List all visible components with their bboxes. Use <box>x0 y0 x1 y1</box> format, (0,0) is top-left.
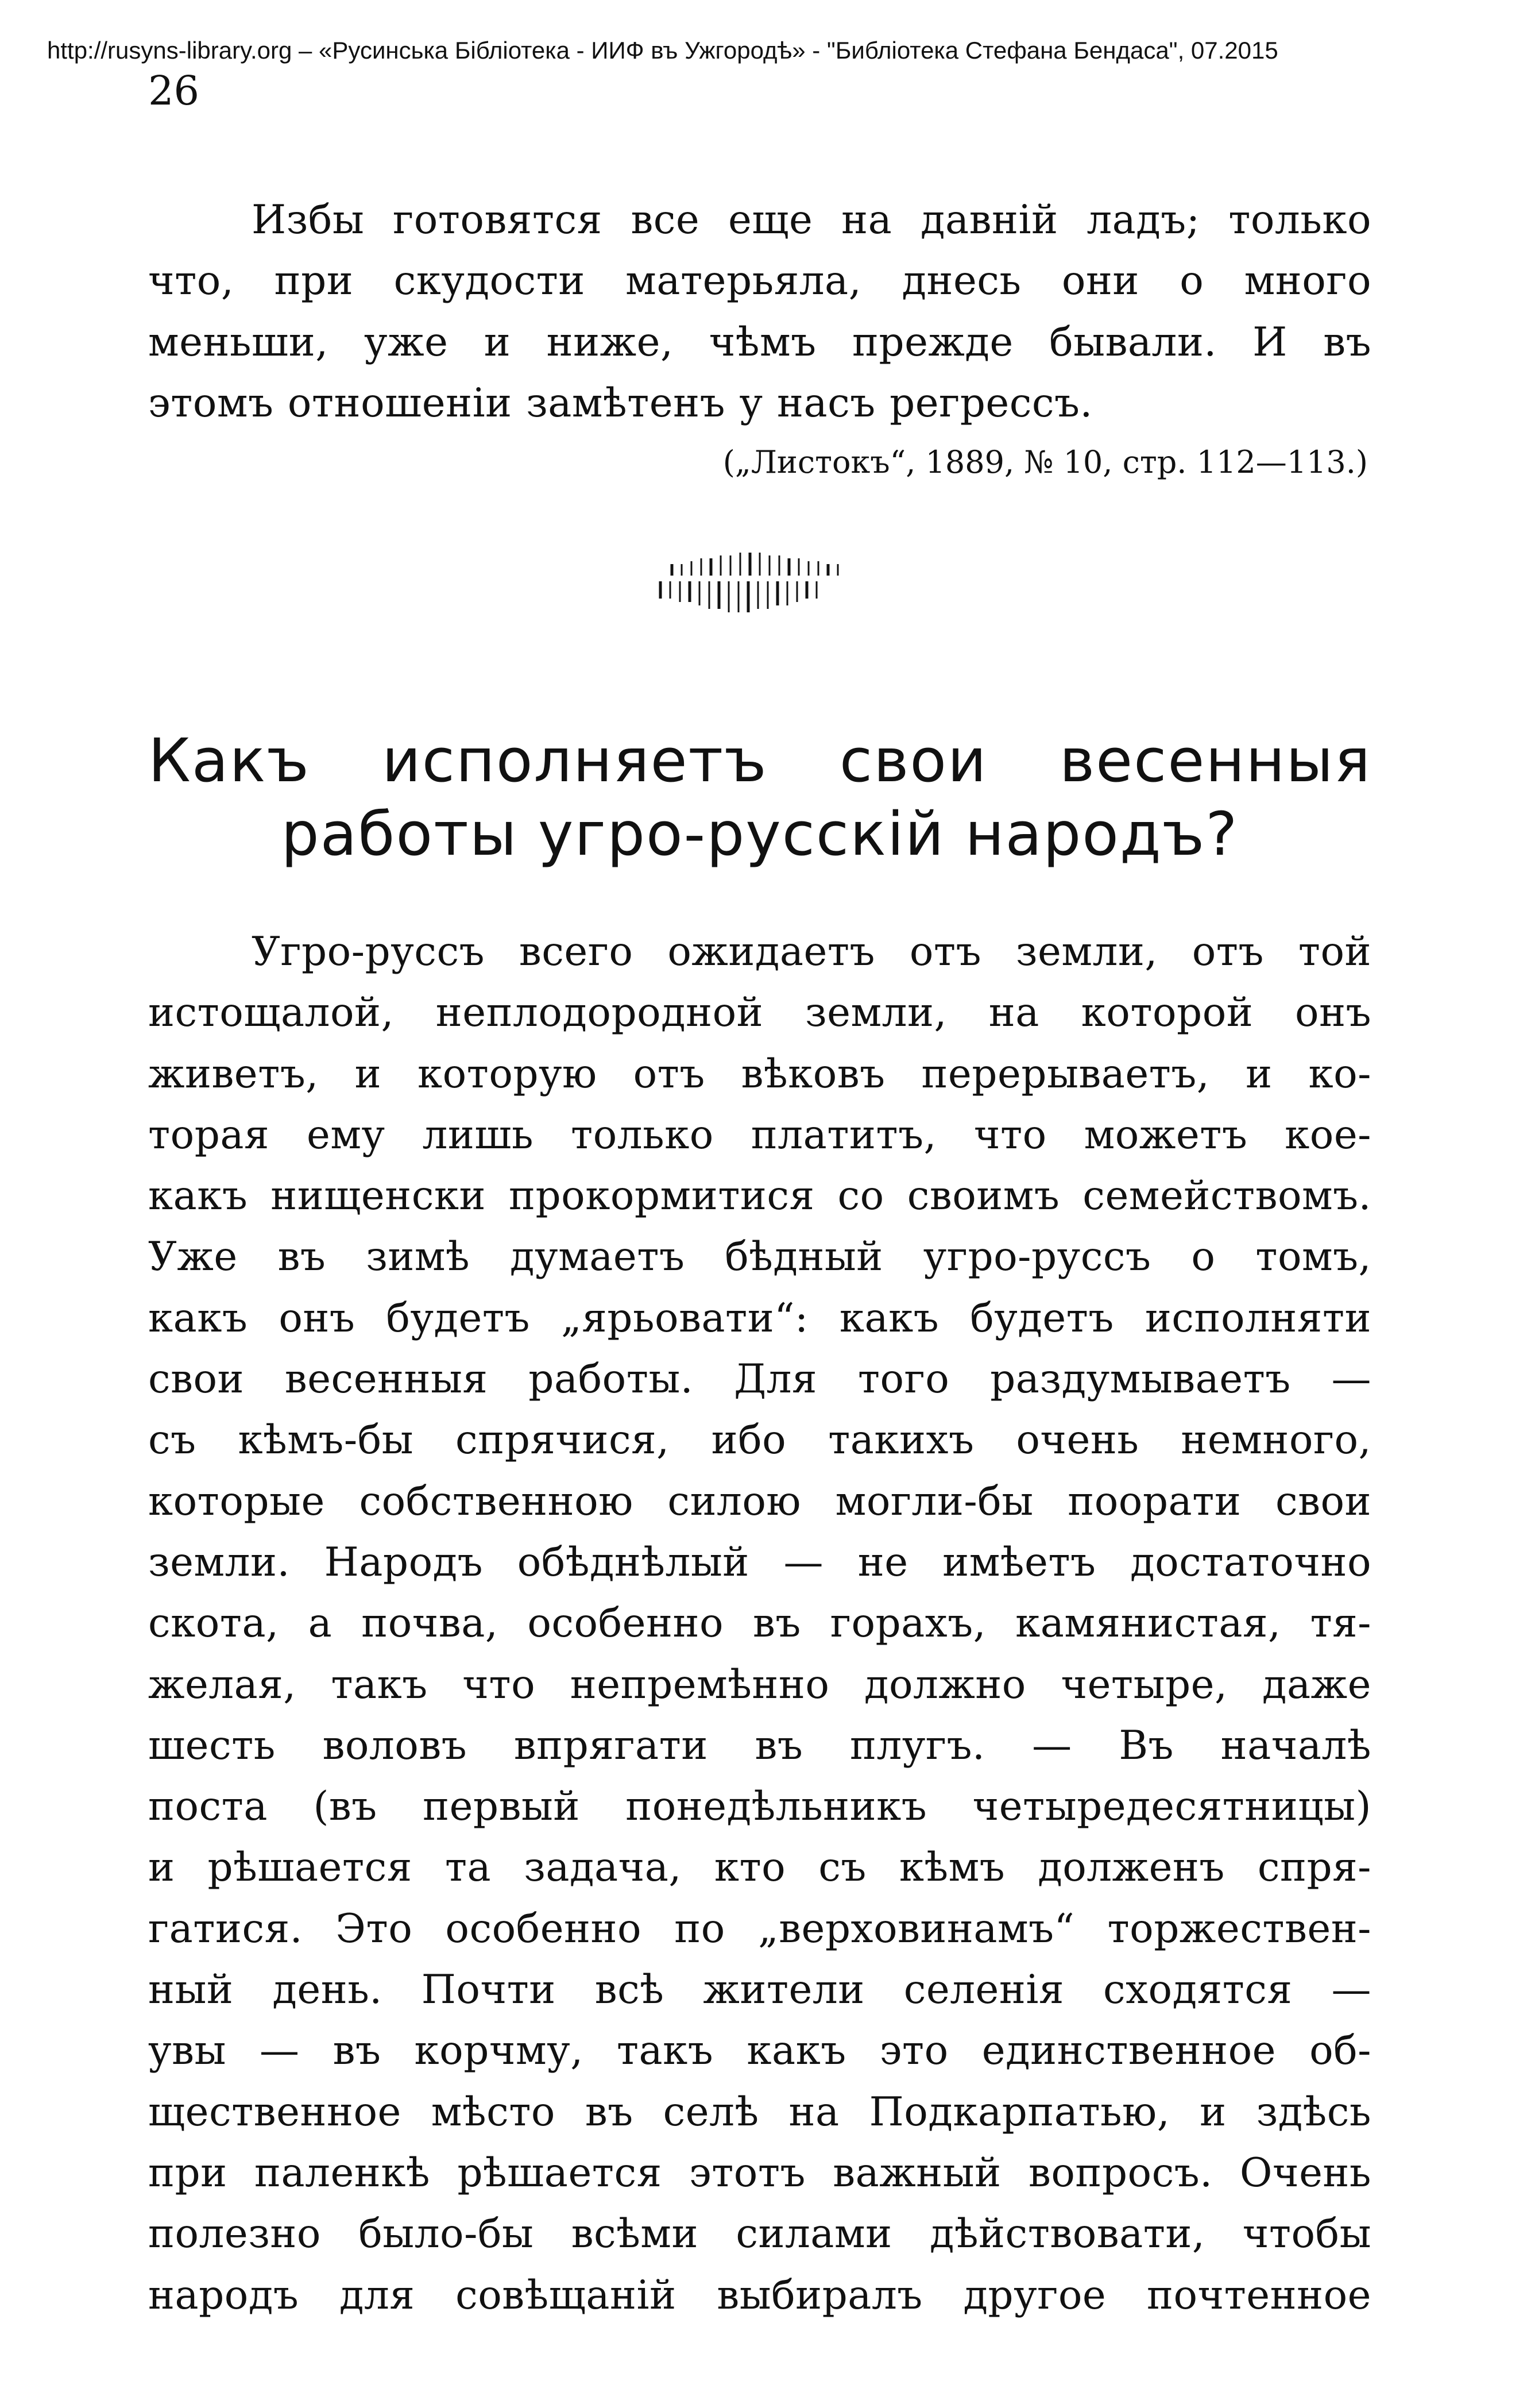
text-line: полезно было-бы всѣми силами дѣйствовати, чтобы <box>148 2211 1371 2258</box>
text-line: съ кѣмъ-бы спрячися, ибо такихъ очень немного, <box>148 1417 1371 1464</box>
text-line: Угро-руссъ всего ожидаетъ отъ земли, отъ той <box>252 929 1371 975</box>
text-line: живетъ, и которую отъ вѣковъ перерываетъ, и ко- <box>148 1051 1371 1097</box>
text-line: желая, такъ что непремѣнно должно четыре, даже <box>148 1661 1371 1708</box>
text-line: какъ онъ будетъ „ярьовати“: какъ будетъ исполняти <box>148 1295 1371 1341</box>
text-line: щественное мѣсто въ селѣ на Подкарпатью, и здѣсь <box>148 2089 1371 2135</box>
text-line: Уже въ зимѣ думаетъ бѣдный угро-руссъ о томъ, <box>148 1234 1371 1280</box>
article-body <box>148 921 1371 2326</box>
article-title <box>148 724 1371 871</box>
text-line: шесть воловъ впрягати въ плугъ. — Въ началѣ <box>148 1722 1371 1769</box>
text-line: ный день. Почти всѣ жители селенія сходятся — <box>148 1967 1371 2013</box>
text-line: этомъ отношеніи замѣтенъ у насъ регрессъ. <box>148 380 1093 426</box>
text-line: свои весенныя работы. Для того раздумываетъ — <box>148 1356 1371 1403</box>
page-number: 26 <box>148 67 200 114</box>
citation: („Листокъ“, 1889, № 10, стр. 112—113.) <box>722 444 1368 480</box>
text-line: торая ему лишь только платитъ, что можетъ кое- <box>148 1112 1371 1158</box>
text-line: гатися. Это особенно по „верховинамъ“ торжествен- <box>148 1905 1371 1952</box>
text-line: земли. Народъ обѣднѣлый — не имѣетъ достаточно <box>148 1539 1371 1585</box>
text-line: народъ для совѣщаній выбиралъ другое почтенное <box>148 2272 1371 2318</box>
text-line: какъ нищенски прокормитися со своимъ семействомъ. <box>148 1173 1371 1220</box>
source-url-line: http://rusyns-library.org – «Русинська Бібліотека - ИИФ въ Ужгородѣ» - "Библіотека Стефана Бендаса", 07.2015 <box>47 37 1278 64</box>
text-line: и рѣшается та задача, кто съ кѣмъ долженъ спря- <box>148 1844 1371 1891</box>
text-line: поста (въ первый понедѣльникъ четыредесятницы) <box>148 1784 1371 1830</box>
title-line: работы угро-русскій народъ? <box>281 799 1239 869</box>
ornament-divider-icon <box>655 540 867 620</box>
text-line: увы — въ корчму, такъ какъ это единственное об- <box>148 2028 1371 2074</box>
text-line: при паленкѣ рѣшается этотъ важный вопросъ. Очень <box>148 2150 1371 2196</box>
text-line: скота, а почва, особенно въ горахъ, камянистая, тя- <box>148 1600 1371 1647</box>
text-line: Избы готовятся все еще на давній ладъ; только <box>252 197 1371 243</box>
text-line: которые собственною силою могли-бы поорати свои <box>148 1478 1371 1525</box>
top-paragraph <box>148 190 1371 434</box>
text-line: меньши, уже и ниже, чѣмъ прежде бывали. И въ <box>148 319 1371 365</box>
text-line: что, при скудости матерьяла, днесь они о много <box>148 258 1371 304</box>
title-line: Какъ исполняетъ свои весенныя <box>148 726 1371 796</box>
text-line: истощалой, неплодородной земли, на которой онъ <box>148 990 1371 1036</box>
